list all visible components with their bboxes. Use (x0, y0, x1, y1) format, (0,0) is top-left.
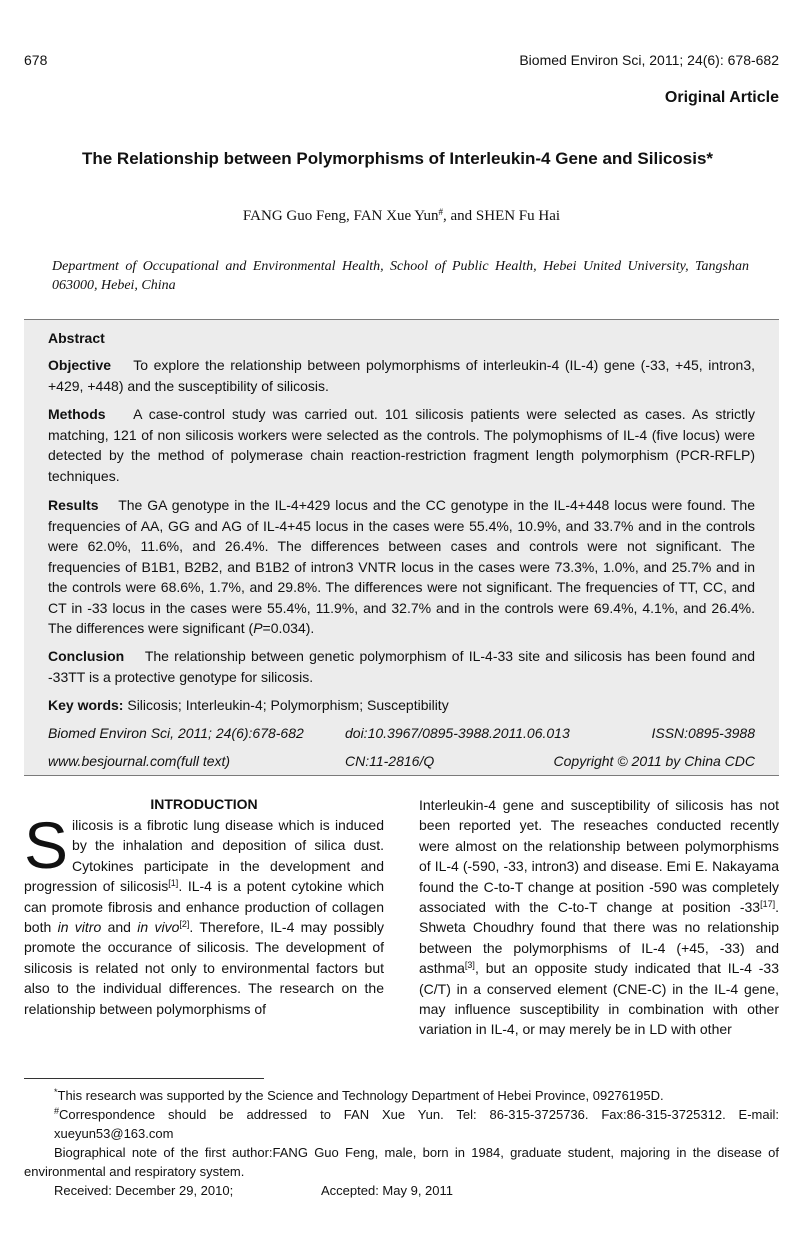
objective-label: Objective (48, 357, 112, 373)
right-text-b: . Shweta Choudhry found that there was no relationship between the polymorphisms of IL-4 (+45, -33) and asthma (419, 899, 779, 977)
introduction-heading: INTRODUCTION (150, 796, 258, 812)
abstract-box (24, 319, 779, 776)
paper-title-text: The Relationship between Polymorphisms of Interleukin-4 Gene and Silicosis* (81, 149, 714, 168)
authors (0, 208, 803, 225)
citation-row (48, 723, 755, 743)
dropcap: S (24, 808, 69, 882)
keywords-text: Silicosis; Interleukin-4; Polymorphism; Susceptibility (127, 697, 449, 713)
intro-text-c: . Therefore, IL-4 may possibly promote the occurance of silicosis. The development of silicosis is related not only to environmental factors but also to the individual differences. The research on the relationship between polymorphisms of (24, 919, 385, 1017)
affiliation: Department of Occupational and Environmental Health, School of Public Health, Hebei United University, Tangshan 063000, Hebei, China (52, 259, 749, 293)
conclusion-text: The relationship between genetic polymorphism of IL-4-33 site and silicosis has been found and -33TT is a protective genotype for silicosis. (48, 648, 755, 685)
accepted-date: Accepted: May 9, 2011 (321, 1183, 454, 1198)
ref-1: [1] (168, 878, 179, 889)
footnote-rule (24, 1078, 264, 1079)
article-type: Original Article (664, 89, 779, 106)
funding-text: This research was supported by the Science and Technology Department of Hebei Province, 09276195D. (57, 1088, 664, 1103)
abstract-heading: Abstract (48, 330, 105, 346)
ref-17: [17] (760, 899, 776, 910)
keywords (48, 695, 755, 716)
intro-and: and (101, 919, 138, 936)
footnote-dates (24, 1181, 779, 1200)
results-text: The GA genotype in the IL-4+429 locus and the CC genotype in the IL-4+448 locus were found. The frequencies of AA, GG and AG of IL-4+45 locus in the cases were 55.4%, 10.9%, and 33.7% and in the controls were 62.0%, 11.6%, and 26.4%. The differences between cases and controls were not significant. The frequencies of B1B1, B2B2, and B1B2 of intron3 VNTR locus in the cases were 73.3%, 1.0%, and 25.7% and in the controls were 68.6%, 1.7%, and 29.8%. The differences were not significant. The frequencies of TT, CC, and CT in -33 locus in the cases were 55.4%, 11.9%, and 32.7% and in the controls were 69.4%, 4.1%, and 26.4%. The differences were significant ( (48, 497, 756, 636)
conclusion-label: Conclusion (48, 648, 125, 664)
doi: doi:10.3967/0895-3988.2011.06.013 (345, 725, 570, 741)
correspondence-footnote-mark: # (54, 1106, 60, 1116)
keywords-label: Key words: (48, 697, 124, 713)
authors-before: FANG Guo Feng, FAN Xue Yun (242, 208, 439, 224)
abstract-methods (48, 404, 755, 486)
right-text-a: Interleukin-4 gene and susceptibility of silicosis has not been reported yet. The reseaches conducted recently were almost on the relationship between polymorphisms of IL-4 (-590, -33, intron3) and disease. Emi E. Nakayama found the C-to-T change at position -590 was completely associated with the C-to-T change at position -33 (419, 797, 779, 916)
footnote-bio: Biographical note of the first author:FANG Guo Feng, male, born in 1984, graduate student, majoring in the disease of environmental and respiratory system. (24, 1145, 779, 1179)
abstract-objective (48, 355, 755, 396)
correspondence-mark: # (438, 207, 443, 217)
cn-number: CN:11-2816/Q (345, 753, 435, 769)
objective-text: To explore the relationship between polymorphisms of interleukin-4 (IL-4) gene (-33, +45, intron3, +429, +448) and the susceptibility of silicosis. (48, 357, 755, 394)
methods-text: A case-control study was carried out. 101 silicosis patients were selected as cases. As strictly matching, 121 of non silicosis workers were selected as the controls. The polymophisms of IL-4 (five locus) were detected by the method of polymerase chain reaction-restriction fragment length polymorphism (PCR-RFLP) techniques. (48, 406, 755, 484)
results-label: Results (48, 497, 99, 513)
right-text-c: , but an opposite study indicated that IL-4 -33 (C/T) in a conserved element (CNE-C) in the IL-4 gene, may influence susceptibility in combination with other variation in IL-4, or may merely be in LD with other (419, 960, 779, 1038)
copyright: Copyright © 2011 by China CDC (553, 753, 755, 769)
ref-2: [2] (179, 919, 190, 930)
correspondence-text: Correspondence should be addressed to FAN Xue Yun. Tel: 86-315-3725736. Fax:86-315-3725312. E-mail: xueyun53@163.com (54, 1107, 779, 1141)
website-row (48, 751, 755, 771)
right-column-paragraph (419, 795, 779, 1040)
ref-3: [3] (464, 960, 475, 971)
journal-reference: Biomed Environ Sci, 2011; 24(6): 678-682 (519, 52, 779, 68)
funding-mark: * (54, 1087, 58, 1097)
citation: Biomed Environ Sci, 2011; 24(6):678-682 (48, 725, 304, 741)
footnote-funding (24, 1086, 779, 1105)
page-number: 678 (24, 52, 48, 68)
methods-label: Methods (48, 406, 106, 422)
footnote-correspondence (24, 1105, 779, 1143)
abstract-results (48, 495, 755, 639)
abstract-conclusion (48, 646, 755, 687)
issn: ISSN:0895-3988 (651, 725, 755, 741)
received-date: Received: December 29, 2010; (54, 1183, 234, 1198)
intro-text-a: ilicosis is a fibrotic lung disease which is induced by the inhalation and deposition of silica dust. Cytokines participate in the development and progression of silicosis (24, 817, 384, 895)
website: www.besjournal.com(full text) (48, 753, 231, 769)
intro-text-b: . IL-4 is a potent cytokine which can promote fibrosis and enhance production of collagen both (24, 878, 384, 936)
in-vivo: in vivo (137, 919, 180, 936)
in-vitro: in vitro (57, 919, 102, 936)
intro-paragraph (24, 808, 385, 1019)
paper-title (0, 149, 803, 169)
authors-after: , and SHEN Fu Hai (442, 208, 561, 224)
results-p-value: =0.034). (262, 620, 315, 636)
results-p-symbol: P (253, 620, 263, 636)
footnotes (24, 1086, 779, 1200)
